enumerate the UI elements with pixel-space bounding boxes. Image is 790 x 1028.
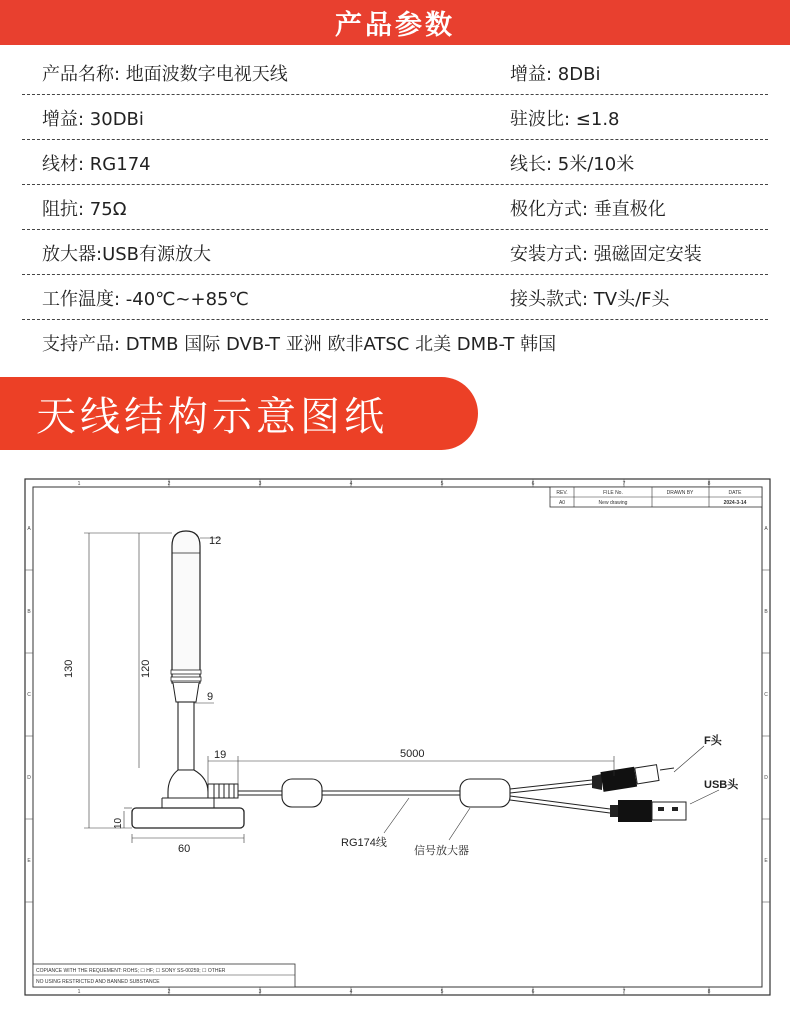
dim-9: 9 (207, 691, 214, 703)
param-left: 工作温度: -40℃~+85℃ (42, 289, 249, 310)
col-label: 8 (707, 481, 711, 487)
param-row (22, 320, 768, 364)
col-label: 4 (349, 481, 353, 487)
param-right: 驻波比: ≤1.8 (510, 109, 620, 130)
col-label: 2 (167, 481, 171, 487)
param-right: 接头款式: TV头/F头 (510, 289, 670, 310)
label-cable: RG174线 (341, 837, 387, 849)
antenna-drawing (24, 478, 771, 996)
dim-12: 12 (209, 535, 222, 547)
col-label: 1 (77, 989, 81, 995)
tb-value: A0 (558, 500, 566, 506)
col-label: 5 (440, 481, 444, 487)
col-label: 5 (440, 989, 444, 995)
param-row (22, 275, 768, 320)
tb-header: REV. (556, 490, 568, 496)
row-label: D (764, 775, 768, 781)
col-label: 3 (258, 481, 262, 487)
tb-header: DATE (728, 490, 742, 496)
label-f-head: F头 (704, 735, 722, 747)
col-label: 7 (622, 481, 626, 487)
row-label: D (27, 775, 31, 781)
row-label: C (27, 692, 31, 698)
dim-5000: 5000 (400, 748, 425, 760)
tb-header: DRAWN BY (666, 490, 694, 496)
param-left: 支持产品: DTMB 国际 DVB-T 亚洲 欧非ATSC 北美 DMB-T 韩国 (42, 334, 557, 355)
label-usb-head: USB头 (704, 779, 739, 791)
row-label: C (764, 692, 768, 698)
param-right: 增益: 8DBi (510, 64, 601, 85)
param-row (22, 50, 768, 95)
row-label: E (764, 858, 768, 864)
col-label: 2 (167, 989, 171, 995)
col-label: 3 (258, 989, 262, 995)
label-amplifier: 信号放大器 (414, 845, 469, 857)
dim-19: 19 (214, 749, 227, 761)
antenna-illustration (132, 531, 686, 828)
antenna-ring (171, 677, 201, 681)
param-row (22, 95, 768, 140)
param-right: 线长: 5米/10米 (510, 154, 635, 175)
row-label: B (764, 609, 768, 615)
param-row (22, 230, 768, 275)
antenna-ring (171, 670, 201, 674)
col-label: 8 (707, 989, 711, 995)
usb-connector (610, 800, 686, 822)
dimension-labels (63, 535, 424, 855)
header-title: 产品参数 (335, 10, 455, 41)
compliance-line2: NO USING RESTRICTED AND BANNED SUBSTANCE (36, 979, 160, 985)
antenna-joint (168, 770, 208, 798)
row-label: A (764, 526, 768, 532)
antenna-stem (178, 702, 194, 770)
grid-ticks (25, 479, 770, 995)
param-row (22, 185, 768, 230)
params-table (22, 50, 768, 364)
inner-frame (33, 487, 762, 987)
dim-10: 10 (113, 817, 124, 829)
f-connector (592, 765, 674, 792)
signal-amplifier (460, 779, 510, 807)
param-left: 阻抗: 75Ω (42, 199, 127, 220)
param-right: 极化方式: 垂直极化 (510, 199, 666, 220)
param-right: 安装方式: 强磁固定安装 (510, 244, 702, 265)
col-label: 6 (531, 989, 535, 995)
dim-60: 60 (178, 843, 191, 855)
tb-value: 2024-3-14 (723, 500, 747, 506)
section-banner (0, 377, 478, 450)
title-block (550, 487, 762, 507)
magnetic-base (132, 808, 244, 828)
compliance-box (33, 964, 295, 987)
row-label: B (27, 609, 31, 615)
col-label: 4 (349, 989, 353, 995)
param-left: 产品名称: 地面波数字电视天线 (42, 64, 288, 85)
antenna-whip (172, 531, 200, 683)
tb-value: New drawing (598, 500, 628, 506)
col-label: 6 (531, 481, 535, 487)
param-row (22, 140, 768, 185)
compliance-line1: COPIANCE WITH THE REQUEMENT: ROHS; ☐ HF; ☐ SONY SS-00259; ☐ OTHER (36, 968, 226, 974)
row-label: E (27, 858, 31, 864)
outer-frame (25, 479, 770, 995)
tb-header: FILE No. (603, 490, 623, 496)
col-label: 7 (622, 989, 626, 995)
section-title: 天线结构示意图纸 (36, 394, 388, 440)
dim-130: 130 (63, 659, 75, 678)
param-left: 线材: RG174 (42, 154, 151, 175)
header-bar (0, 0, 790, 45)
row-label: A (27, 526, 31, 532)
param-left: 增益: 30DBi (42, 109, 144, 130)
dim-120: 120 (140, 659, 152, 678)
ferrite-core (282, 779, 322, 807)
param-left: 放大器:USB有源放大 (42, 244, 212, 265)
col-label: 1 (77, 481, 81, 487)
